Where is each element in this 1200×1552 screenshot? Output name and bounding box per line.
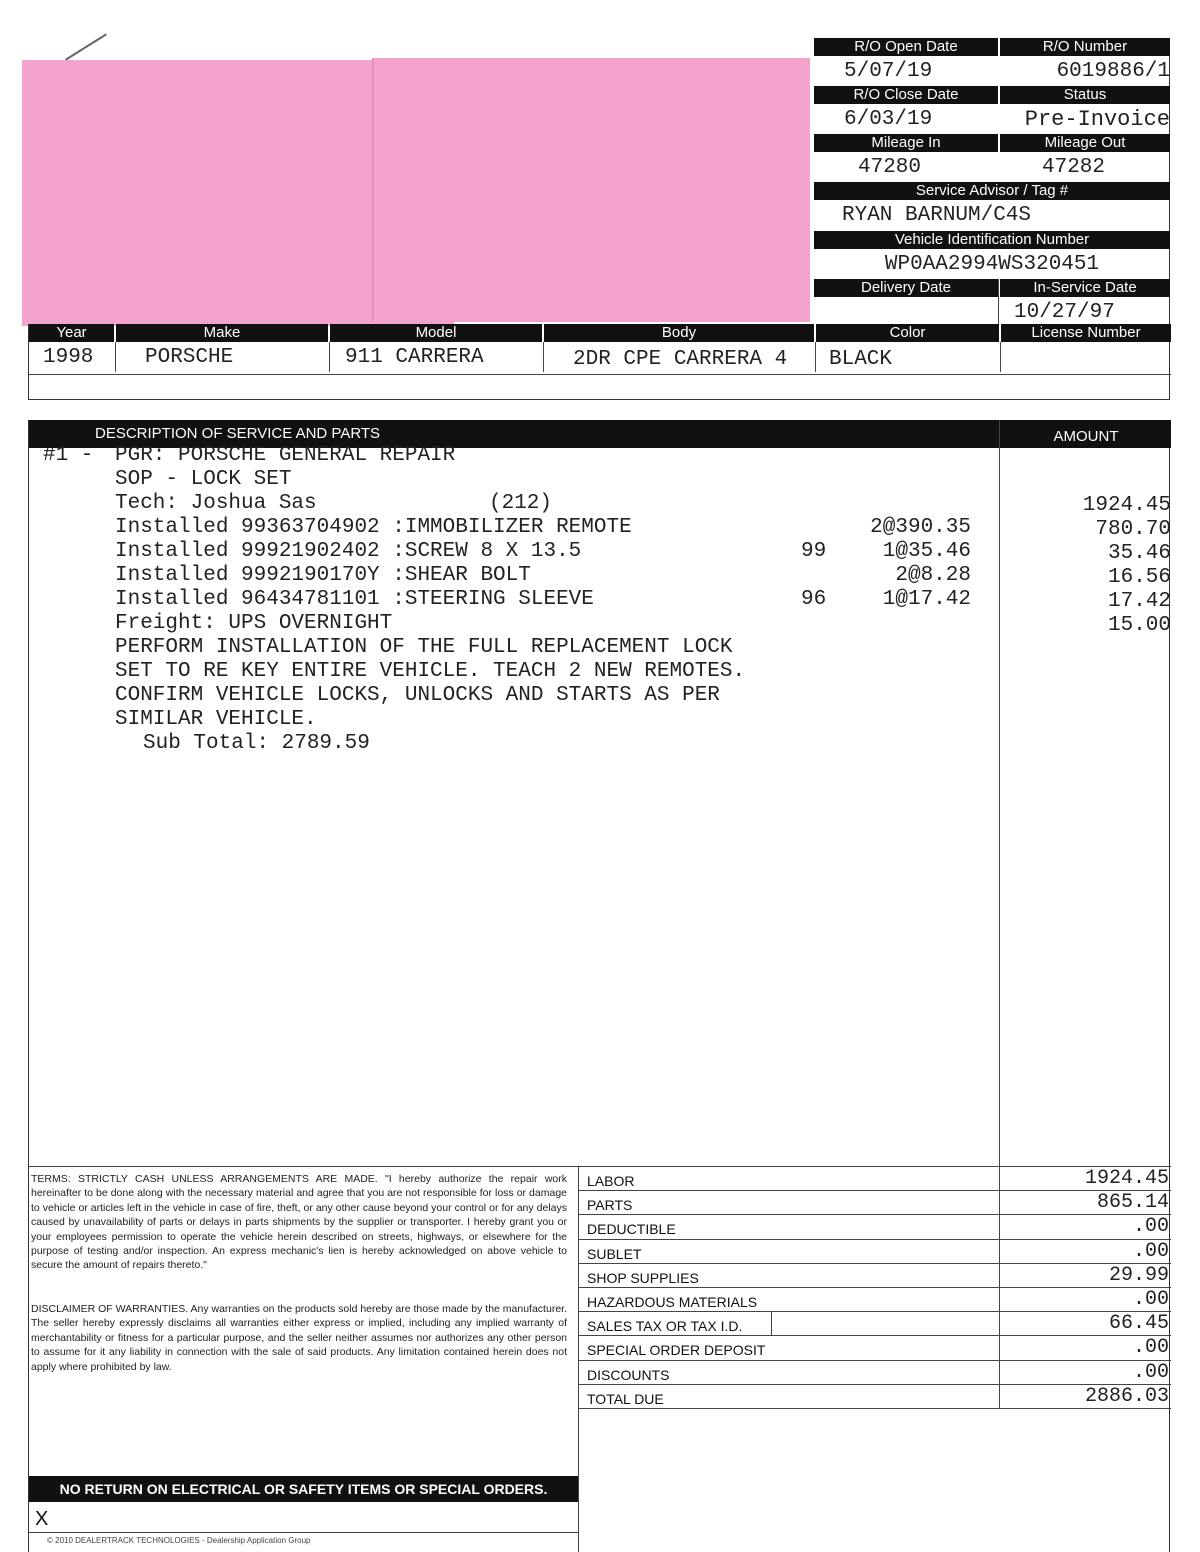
note-line: CONFIRM VEHICLE LOCKS, UNLOCKS AND STARTS AS PER [115, 684, 720, 707]
subtotal-line: Sub Total: 2789.59 [143, 732, 370, 755]
note-line: PERFORM INSTALLATION OF THE FULL REPLACEMENT LOCK [115, 636, 733, 659]
ro-number-label: R/O Number [1000, 38, 1170, 56]
mileage-out-label: Mileage Out [1000, 134, 1170, 152]
vehicle-table [28, 324, 1170, 400]
signature-mark: X [35, 1508, 49, 1530]
amount-header: AMOUNT [1053, 428, 1119, 445]
totals-label: SUBLET [587, 1245, 642, 1262]
copyright-text: © 2010 DEALERTRACK TECHNOLOGIES - Dealership Application Group [47, 1536, 311, 1545]
vehicle-divider [815, 342, 816, 372]
ro-open-date-label: R/O Open Date [814, 38, 998, 56]
in-service-date: 10/27/97 [1014, 301, 1115, 324]
description-header: DESCRIPTION OF SERVICE AND PARTS [95, 425, 381, 442]
vin-value: WP0AA2994WS320451 [884, 253, 1100, 276]
totals-value: .00 [1132, 1215, 1169, 1239]
tax-id-divider [771, 1311, 772, 1335]
staple-mark [65, 33, 107, 60]
part-code: 99 [801, 540, 827, 563]
totals-label: DISCOUNTS [587, 1366, 670, 1383]
totals-value: 1924.45 [1084, 1167, 1169, 1190]
totals-label: LABOR [587, 1173, 635, 1189]
job-tech-code: (212) [489, 492, 553, 515]
note-line: SIMILAR VEHICLE. [115, 708, 317, 731]
ro-open-date: 5/07/19 [844, 60, 933, 83]
part-amount: 16.56 [1107, 566, 1171, 589]
vehicle-divider [1000, 342, 1001, 372]
totals-value: 2886.03 [1084, 1384, 1169, 1408]
amount-column-divider [999, 420, 1000, 1168]
vehicle-row-divider [29, 374, 1171, 375]
header-block [814, 38, 1170, 324]
job-sop: SOP - LOCK SET [115, 468, 292, 491]
part-description: Installed 99921902402 :SCREW 8 X 13.5 [115, 540, 582, 563]
service-section [28, 420, 1170, 1552]
totals-label: PARTS [587, 1197, 633, 1214]
totals-label: TOTAL DUE [587, 1390, 664, 1407]
totals-label: HAZARDOUS MATERIALS [587, 1294, 758, 1310]
vehicle-make: PORSCHE [145, 346, 234, 369]
vin-label: Vehicle Identification Number [814, 231, 1170, 249]
part-amount: 780.70 [1095, 518, 1171, 541]
part-qty-price: 2@390.35 [870, 516, 971, 539]
mileage-out: 47282 [1042, 156, 1106, 179]
vehicle-divider [329, 342, 330, 372]
year-label: Year [29, 324, 114, 342]
redaction-note-right [374, 58, 810, 322]
ro-close-date-label: R/O Close Date [814, 86, 998, 104]
make-label: Make [116, 324, 328, 342]
part-description: Installed 99363704902 :IMMOBILIZER REMOTE [115, 516, 632, 539]
header-divider [998, 279, 999, 324]
signature-line [29, 1532, 578, 1533]
vehicle-divider [543, 342, 544, 372]
vehicle-divider [115, 342, 116, 372]
totals-label: SALES TAX OR TAX I.D. [587, 1318, 743, 1335]
totals-value: 66.45 [1108, 1312, 1169, 1336]
part-amount: 17.42 [1107, 590, 1171, 613]
job-tech: Tech: Joshua Sas [115, 492, 317, 515]
status-label: Status [1000, 86, 1170, 104]
part-qty-price: 1@17.42 [882, 588, 971, 611]
totals-value: .00 [1132, 1288, 1169, 1311]
service-advisor: RYAN BARNUM/C4S [842, 204, 1032, 227]
vehicle-model: 911 CARRERA [345, 346, 484, 369]
part-qty-price: 2@8.28 [895, 564, 971, 587]
ro-close-date: 6/03/19 [844, 108, 933, 131]
model-label: Model [330, 324, 542, 342]
totals-label: SHOP SUPPLIES [587, 1269, 699, 1286]
mileage-in-label: Mileage In [814, 134, 998, 152]
mileage-in: 47280 [858, 156, 922, 179]
ro-number: 6019886/1 [1056, 60, 1170, 83]
vehicle-year: 1998 [43, 346, 94, 369]
part-qty-price: 1@35.46 [882, 540, 971, 563]
part-description: Installed 9992190170Y :SHEAR BOLT [115, 564, 531, 587]
note-line: SET TO RE KEY ENTIRE VEHICLE. TEACH 2 NEW REMOTES. [115, 660, 746, 683]
totals-row-divider [578, 1408, 1171, 1409]
no-return-text: NO RETURN ON ELECTRICAL OR SAFETY ITEMS OR SPECIAL ORDERS. [59, 1481, 548, 1497]
totals-value: 865.14 [1096, 1191, 1169, 1215]
totals-label: SPECIAL ORDER DEPOSIT [587, 1342, 766, 1359]
freight-line: Freight: UPS OVERNIGHT [115, 612, 393, 635]
part-code: 96 [801, 588, 827, 611]
totals-value: .00 [1132, 1360, 1169, 1384]
totals-value: .00 [1132, 1239, 1169, 1263]
delivery-date-label: Delivery Date [814, 279, 998, 297]
freight-amount: 15.00 [1107, 614, 1171, 637]
service-advisor-label: Service Advisor / Tag # [814, 182, 1170, 200]
in-service-date-label: In-Service Date [1000, 279, 1170, 297]
job-number: #1 - [43, 444, 94, 467]
totals-label: DEDUCTIBLE [587, 1221, 676, 1238]
status-value: Pre-Invoice [1024, 107, 1170, 132]
disclaimer-text: DISCLAIMER OF WARRANTIES. Any warranties on the products sold hereby are those made by the manufacturer. The seller hereby expressly disclaims all warranties either express or implied, including any implied warranty of merchantability or fitness for a particular purpose, and the seller neither assumes nor authorizes any other person to assume for it any liability in connection with the sale of said products. Any limitation contained herein does not apply where prohibited by law. [31, 1303, 567, 1373]
part-amount: 35.46 [1107, 542, 1171, 565]
vehicle-color: BLACK [829, 348, 893, 371]
totals-value: .00 [1132, 1336, 1169, 1360]
labor-amount: 1924.45 [1082, 494, 1171, 517]
totals-value: 29.99 [1108, 1263, 1169, 1287]
body-label: Body [544, 324, 814, 342]
color-label: Color [816, 324, 999, 342]
job-title: PGR: PORSCHE GENERAL REPAIR [115, 444, 456, 467]
vehicle-body: 2DR CPE CARRERA 4 [573, 348, 788, 371]
part-description: Installed 96434781101 :STEERING SLEEVE [115, 588, 594, 611]
license-label: License Number [1001, 324, 1171, 342]
terms-text: TERMS: STRICTLY CASH UNLESS ARRANGEMENTS ARE MADE. "I hereby authorize the repair work hereinafter to be done along with the necessary material and agree that you are not responsible for loss or damage to vehicle or articles left in the vehicle in case of fire, theft, or any other cause beyond your control or for any delays caused by unavailability of parts or delays in parts shipments by the supplier or transporter. I hereby grant you or your employees permission to operate the vehicle herein described on streets, highways, or elsewhere for the purpose of testing and/or inspection. An express mechanic's lien is hereby acknowledged on above vehicle to secure the amount of repairs thereto." [31, 1173, 567, 1272]
